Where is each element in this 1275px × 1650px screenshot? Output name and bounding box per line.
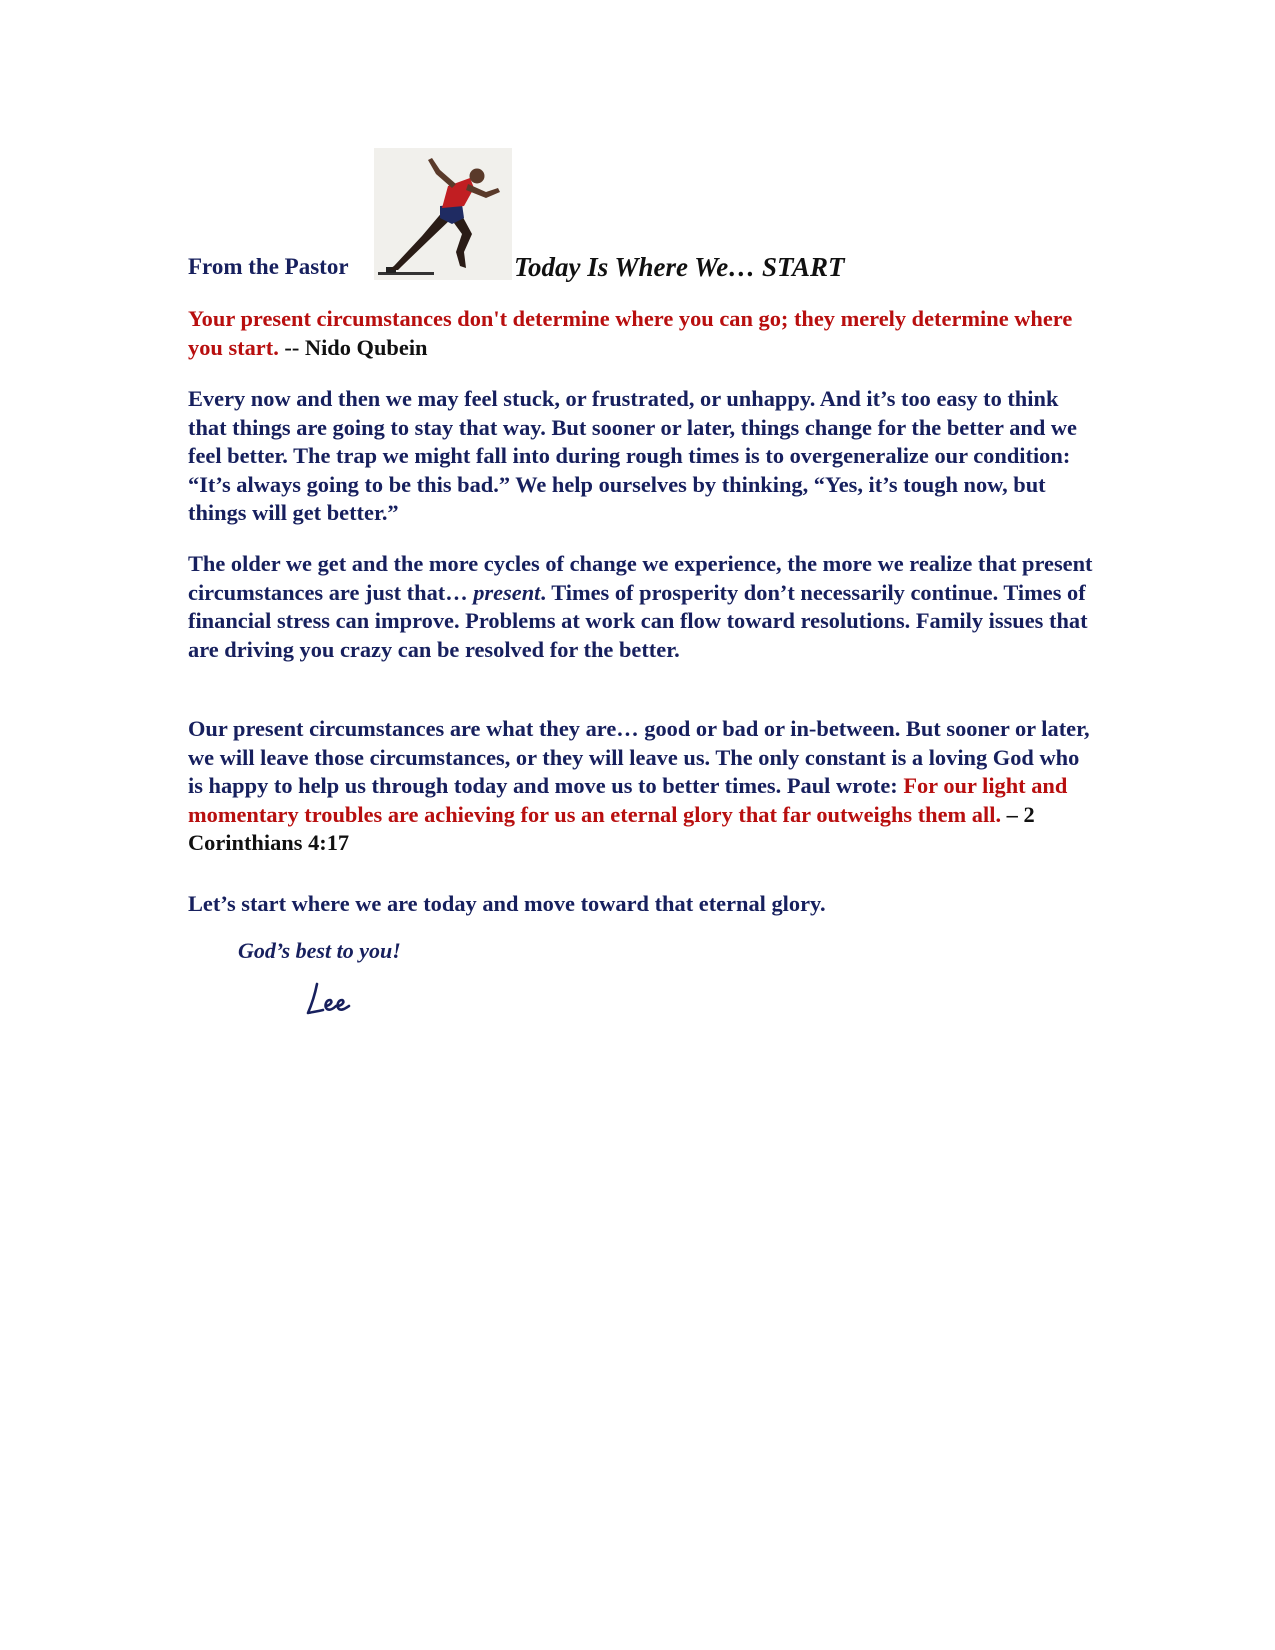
scripture-reference: – 2 Corinthians 4:17	[188, 801, 1035, 856]
sprinter-runner-icon	[374, 148, 512, 280]
sign-off: God’s best to you!	[238, 938, 401, 963]
paragraph-2-emphasis: present	[473, 579, 541, 605]
paragraph-2-text-before: The older we get and the more cycles of change we experience, the more we realize that present circumstances are just that…	[188, 551, 1093, 605]
quote-text: Your present circumstances don't determine where you can go; they merely determine where you start.	[188, 306, 1073, 360]
opening-quote	[188, 305, 1098, 362]
quote-attribution: -- Nido Qubein	[278, 334, 428, 360]
paragraph-4: Let’s start where we are today and move toward that eternal glory.	[188, 891, 826, 916]
paragraph-3-text: Our present circumstances are what they are… good or bad or in-between. But sooner or later, we will leave those circumstances, or they will leave us. The only constant is a loving God who is happy to help us through today and move us to better times. Paul wrote:	[188, 716, 1090, 799]
paragraph-2	[188, 550, 1098, 664]
signature-lee	[305, 980, 365, 1020]
from-the-pastor-label: From the Pastor	[188, 254, 349, 279]
paragraph-2-text-after: . Times of prosperity don’t necessarily continue. Times of financial stress can improve. Problems at work can flow toward resolutions. Family issues that are driving you crazy can be resolved for the better.	[188, 579, 1088, 662]
paragraph-1: Every now and then we may feel stuck, or frustrated, or unhappy. And it’s too easy to think that things are going to stay that way. But sooner or later, things change for the better and we feel better. The trap we might fall into during rough times is to overgeneralize our condition: “It’s always going to be this bad.” We help ourselves by thinking, “Yes, it’s tough now, but things will get better.”	[188, 386, 1077, 526]
paragraph-3	[188, 715, 1098, 858]
page-header	[188, 148, 1088, 284]
article-title: Today Is Where We… START	[514, 252, 845, 282]
scripture-quote: For our light and momentary troubles are achieving for us an eternal glory that far outweighs them all.	[188, 773, 1068, 827]
